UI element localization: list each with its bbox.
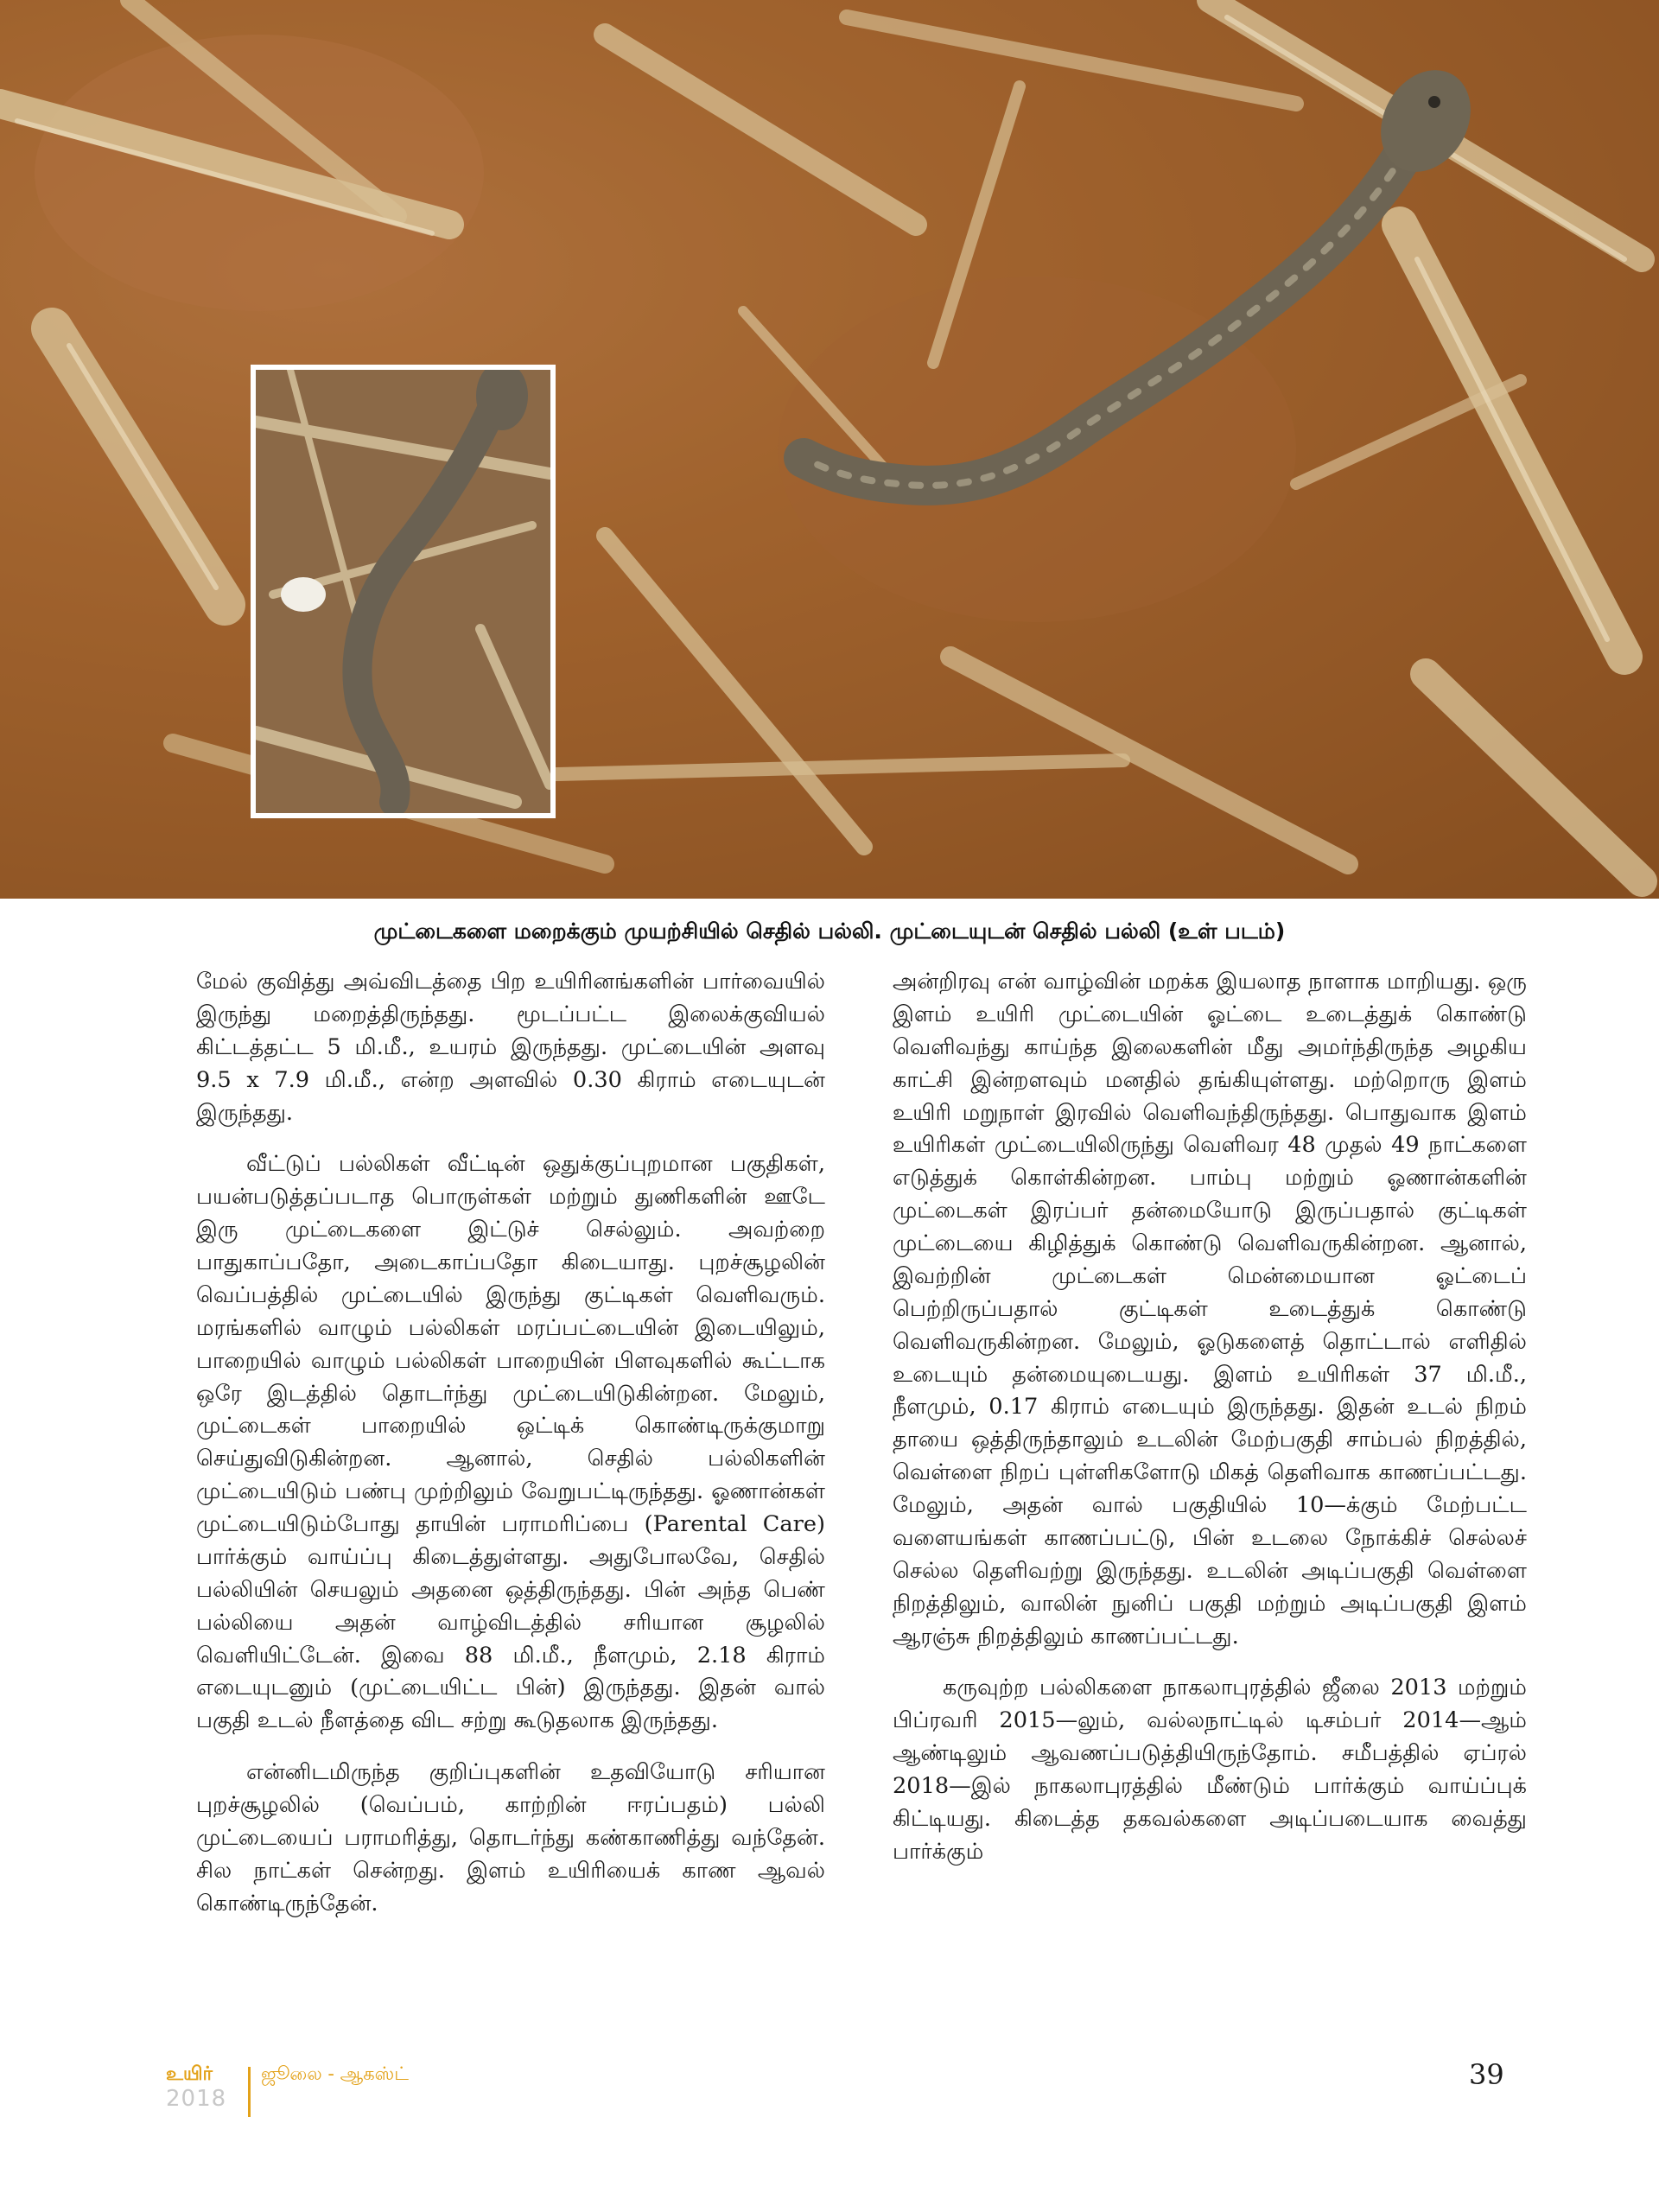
page-number: 39 (1469, 2058, 1504, 2091)
magazine-logo (166, 2063, 245, 2112)
egg-icon (281, 577, 326, 612)
paragraph: கருவுற்ற பல்லிகளை நாகலாபுரத்தில் ஜீலை 2013 மற்றும் பிப்ரவரி 2015—லும், வல்லநாட்டில் டிசம்பர் 2014—ஆம் ஆண்டிலும் ஆவணப்படுத்தியிருந்தோம். சமீபத்தில் ஏப்ரல் 2018—இல் நாகலாபுரத்தில் மீண்டும் பார்க்கும் வாய்ப்புக் கிட்டியது. கிடைத்த தகவல்களை அடிப்படையாக வைத்து பார்க்கும் (893, 1675, 1527, 1865)
figure-caption: முட்டைகளை மறைக்கும் முயற்சியில் செதில் பல்லி. முட்டையுடன் செதில் பல்லி (உள் படம்) (373, 918, 1286, 944)
paragraph: என்னிடமிருந்த குறிப்புகளின் உதவியோடு சரியான புறச்சூழலில் (வெப்பம், காற்றின் ஈரப்பதம்) பல்லி முட்டையைப் பராமரித்து, தொடர்ந்து கண்காணித்து வந்தேன். சில நாட்கள் சென்றது. இளம் உயிரியைக் காண ஆவல் கொண்டிருந்தேன். (196, 1759, 825, 1916)
magazine-name: உயிர் (166, 2063, 213, 2085)
paragraph: மேல் குவித்து அவ்விடத்தை பிற உயிரினங்களின் பார்வையில் இருந்து மறைத்திருந்தது. மூடப்பட்ட இலைக்குவியல் கிட்டத்தட்ட 5 மி.மீ., உயரம் இருந்தது. முட்டையின் அளவு 9.5 x 7.9 மி.மீ., என்ற அளவில் 0.30 கிராம் எடையுடன் இருந்தது. (196, 969, 825, 1126)
paragraph: அன்றிரவு என் வாழ்வின் மறக்க இயலாத நாளாக மாறியது. ஒரு இளம் உயிரி முட்டையின் ஓட்டை உடைத்துக் கொண்டு வெளிவந்து காய்ந்த இலைகளின் மீது அமர்ந்திருந்த அழகிய காட்சி இன்றளவும் மனதில் தங்கியுள்ளது. மற்றொரு இளம் உயிரி மறுநாள் இரவில் வெளிவந்திருந்தது. பொதுவாக இளம் உயிரிகள் முட்டையிலிருந்து வெளிவர 48 முதல் 49 நாட்களை எடுத்துக் கொள்கின்றன. பாம்பு மற்றும் ஓணான்களின் முட்டைகள் இரப்பர் தன்மையோடு இருப்பதால் குட்டிகள் முட்டையை கிழித்துக் கொண்டு வெளிவருகின்றன. ஆனால், இவற்றின் முட்டைகள் மென்மையான ஓட்டைப் பெற்றிருப்பதால் குட்டிகள் உடைத்துக் கொண்டு வெளிவருகின்றன. மேலும், ஓடுகளைத் தொட்டால் எளிதில் உடையும் தன்மையுடையது. இளம் உயிரிகள் 37 மி.மீ., நீளமும், 0.17 கிராம் எடையும் இருந்தது. இதன் உடல் நிறம் தாயை ஒத்திருந்தாலும் உடலின் மேற்பகுதி சாம்பல் நிறத்தில், வெள்ளை நிறப் புள்ளிகளோடு மிகத் தெளிவாக காணப்பட்டது. மேலும், அதன் வால் பகுதியில் 10—க்கும் மேற்பட்ட வளையங்கள் காணப்பட்டு, பின் உடலை நோக்கிச் செல்லச் செல்ல தெளிவற்று இருந்தது. உடலின் அடிப்பகுதி வெள்ளை நிறத்திலும், வாலின் நுனிப் பகுதி மற்றும் அடிப்பகுதி இளம் ஆரஞ்சு நிறத்திலும் காணப்பட்டது. (893, 969, 1527, 1649)
issue-label: ஜூலை - ஆகஸ்ட் (261, 2063, 409, 2084)
paragraph: வீட்டுப் பல்லிகள் வீட்டின் ஒதுக்குப்புறமான பகுதிகள், பயன்படுத்தப்படாத பொருள்கள் மற்றும் துணிகளின் ஊடே இரு முட்டைகளை இட்டுச் செல்லும். அவற்றை பாதுகாப்பதோ, அடைகாப்பதோ கிடையாது. புறச்சூழலின் வெப்பத்தில் முட்டையில் இருந்து குட்டிகள் வெளிவரும். மரங்களில் வாழும் பல்லிகள் மரப்பட்டையின் இடையிலும், பாறையில் வாழும் பல்லிகள் பாறையின் பிளவுகளில் கூட்டாக ஒரே இடத்தில் தொடர்ந்து முட்டையிடுகின்றன. மேலும், முட்டைகள் பாறையில் ஒட்டிக் கொண்டிருக்குமாறு செய்துவிடுகின்றன. ஆனால், செதில் பல்லிகளின் முட்டையிடும் பண்பு முற்றிலும் வேறுபட்டிருந்தது. ஓணான்கள் முட்டையிடும்போது தாயின் பராமரிப்பை (Parental Care) பார்க்கும் வாய்ப்பு கிடைத்துள்ளது. அதுபோலவே, செதில் பல்லியின் செயலும் அதனை ஒத்திருந்தது. பின் அந்த பெண் பல்லியை அதன் வாழ்விடத்தில் சரியான சூழலில் வெளியிட்டேன். இவை 88 மி.மீ., நீளமும், 2.18 கிராம் எடையுடனும் (முட்டையிட்ட பின்) இருந்தது. இதன் வால் பகுதி உடல் நீளத்தை விட சற்று கூடுதலாக இருந்தது. (196, 1151, 825, 1734)
magazine-year: 2018 (166, 2086, 227, 2112)
gecko-photo (0, 0, 1659, 899)
right-column (893, 966, 1527, 1888)
inset-photo (251, 365, 556, 818)
footer-divider (248, 2067, 251, 2117)
gecko-photo-art (0, 0, 1659, 899)
inset-photo-art (256, 370, 550, 813)
left-column (196, 966, 825, 1940)
